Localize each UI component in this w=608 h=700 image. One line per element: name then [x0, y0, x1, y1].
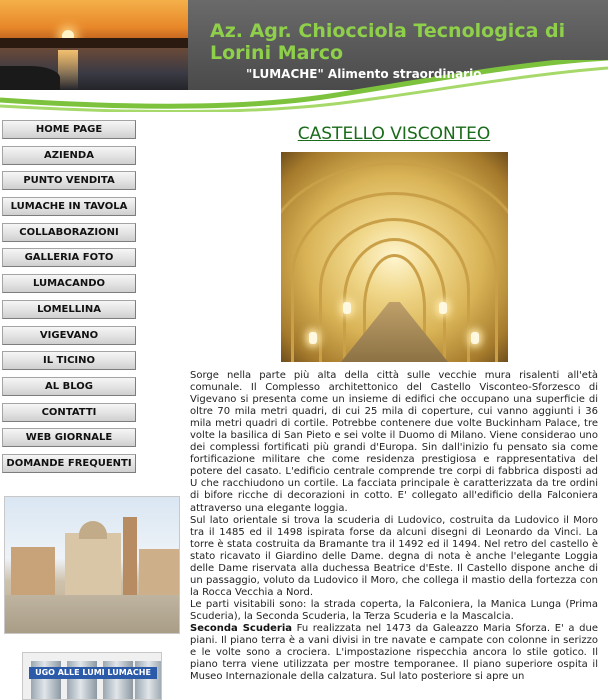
paragraph: Sorge nella parte più alta della città sulle vecchie mura risalenti all'età comunale. Il Complesso architettonico del Castello Visconteo-Sforzesco di Vigevano si presenta come un insieme di edifici che occupano una superficie di oltre 70 mila metri quadri, di cui 25 mila di coperture, cui vanno aggiunti i 36 mila metri quadri di cortile. Potrebbe contenere due volte Buckinham Palace, tre volte la basilica di San Pieto e sei volte il Duomo di Milano. Viene considerao uno dei complessi fortificati più grandi d'Europa. Sin dall'inizio fu pensato sia come fortificazione militare che come residenza prestigiosa e rappresentativa del potere del casato. L'edificio centrale comprende tre corpi di fabbrica disposti ad U che racchiudono un cortile. La facciata principale è caratterizzata da tre ordini di bifore ricche di decorazioni in cotto. E' collegato all'edificio della Falconiera attraverso una elegante loggia.	[190, 370, 598, 514]
nav-collaborazioni[interactable]: COLLABORAZIONI	[2, 223, 136, 242]
sidebar-nav	[2, 120, 136, 480]
site-header	[0, 0, 608, 112]
nav-galleria-foto[interactable]: GALLERIA FOTO	[2, 248, 136, 267]
paragraph: Sul lato orientale si trova la scuderia di Ludovico, costruita da Ludovico il Moro tra il 1485 ed il 1498 ispirata forse da alcuni disegni di Leonardo da Vinci. La torre è stata costruita da Bramante tra il 1492 ed il 1494. Nel retro del castello è stato ricavato il Giardino delle Dame. degna di nota è anche l'elegante Loggia delle Dame riservata alla duchessa Beatrice d'Este. Il Castello dispone anche di un passaggio, voluto da Ludovico il Moro, che collega il mastio della fortezza con la Rocca Vecchia a Nord.	[190, 514, 598, 598]
site-subtitle: "LUMACHE" Alimento straordinario...	[246, 67, 496, 81]
nav-punto-vendita[interactable]: PUNTO VENDITA	[2, 171, 136, 190]
nav-web-giornale[interactable]: WEB GIORNALE	[2, 428, 136, 447]
site-title: Az. Agr. Chiocciola Tecnologica di Lorini Marco	[210, 20, 566, 64]
nav-lumache-in-tavola[interactable]: LUMACHE IN TAVOLA	[2, 197, 136, 216]
article-body	[190, 370, 598, 683]
nav-azienda[interactable]: AZIENDA	[2, 146, 136, 165]
nav-lomellina[interactable]: LOMELLINA	[2, 300, 136, 319]
castle-corridor-photo	[281, 152, 508, 362]
nav-il-ticino[interactable]: IL TICINO	[2, 351, 136, 370]
vigevano-square-photo[interactable]	[4, 496, 180, 634]
seconda-scuderia-text: Fu realizzata nel 1473 da Galeazzo Maria Sforza. E' a due piani. Il piano terra è a vani divisi in tre navate e campate con colonne in serizzo e le volte sono a crociera. L'impostazione rispecchia ancora lo stile gotico. Il piano terra viene utilizzata per mostre temporanee. Il piano superiore ospita il Museo Internazionale della calzatura. Sul lato posteriore si apre un	[190, 622, 598, 683]
paragraph: Le parti visitabili sono: la strada coperta, la Falconiera, la Manica Lunga (Prima Scuderia), la Seconda Scuderia, la Terza Scuderia e la Mascalcia.	[190, 598, 598, 622]
snail-cans-photo[interactable]	[22, 652, 162, 700]
nav-vigevano[interactable]: VIGEVANO	[2, 326, 136, 345]
nav-contatti[interactable]: CONTATTI	[2, 403, 136, 422]
seconda-scuderia-heading: Seconda Scuderia	[190, 622, 293, 634]
nav-domande-frequenti[interactable]: DOMANDE FREQUENTI	[2, 454, 136, 473]
nav-home-page[interactable]: HOME PAGE	[2, 120, 136, 139]
paragraph-seconda-scuderia	[190, 623, 598, 683]
page-title: CASTELLO VISCONTEO	[297, 124, 491, 144]
nav-lumacando[interactable]: LUMACANDO	[2, 274, 136, 293]
cans-label: UGO ALLE LUMI LUMACHE	[29, 667, 157, 679]
nav-al-blog[interactable]: AL BLOG	[2, 377, 136, 396]
